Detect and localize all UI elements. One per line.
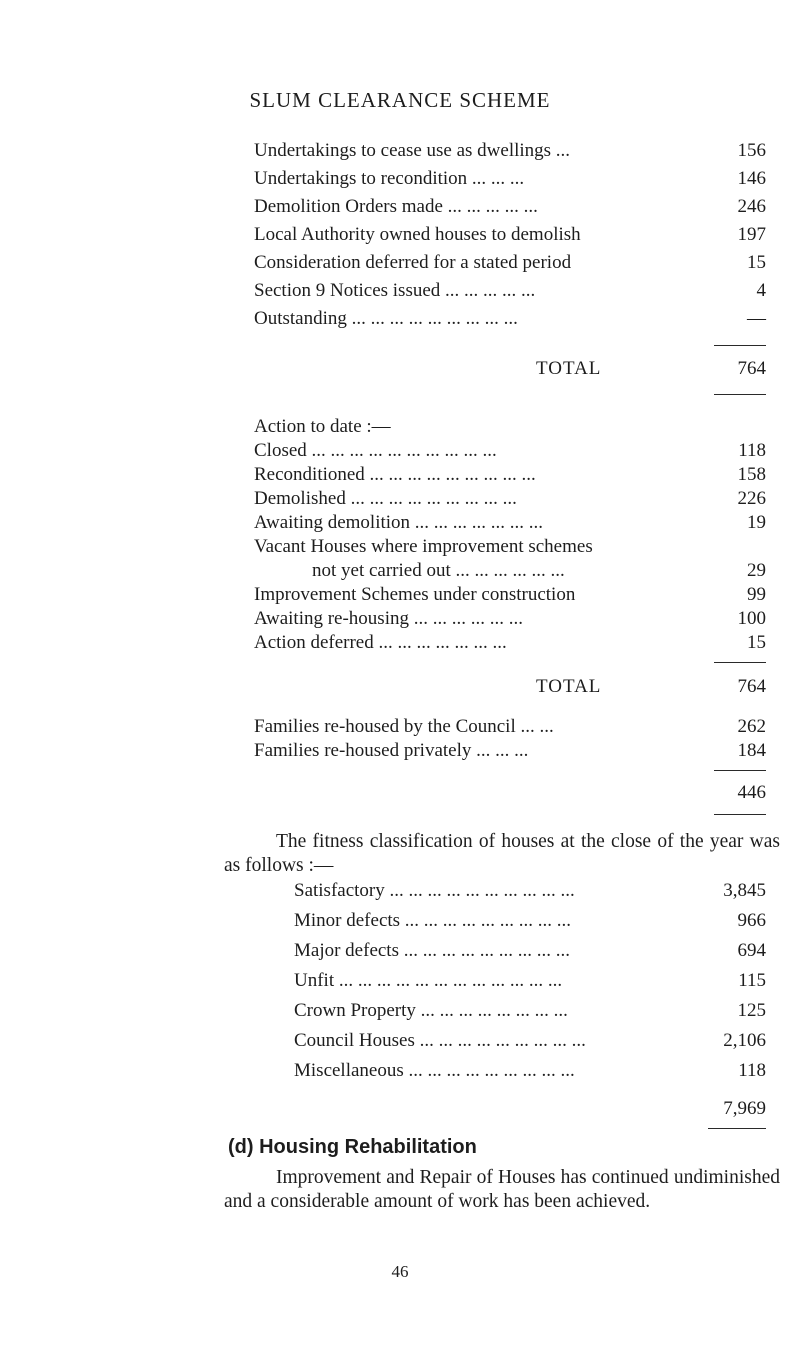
row-label: Section 9 Notices issued ... ... ... ... ...: [254, 280, 536, 301]
total-label: TOTAL: [536, 358, 602, 379]
row-label: Local Authority owned houses to demolish: [254, 224, 581, 245]
row-label: Awaiting demolition ... ... ... ... ... ... ...: [254, 512, 544, 533]
row-label: Closed ... ... ... ... ... ... ... ... ... ...: [254, 440, 497, 461]
table-row: [294, 940, 766, 964]
row-value: 4: [756, 280, 766, 301]
total-rule-top: [714, 345, 766, 346]
table-row: [254, 224, 766, 248]
fitness-intro: The fitness classification of houses at the close of the year was as follows :—: [224, 831, 780, 876]
row-value: 694: [737, 940, 766, 961]
row-label: Unfit ... ... ... ... ... ... ... ... ... ... ... ...: [294, 970, 563, 991]
table-row: [294, 1000, 766, 1024]
row-label: Improvement Schemes under construction: [254, 584, 576, 605]
row-value: 29: [747, 560, 766, 581]
row-value: 966: [737, 910, 766, 931]
total-rule-top: [714, 770, 766, 771]
total-rule-bottom: [714, 394, 766, 395]
table-row: [254, 308, 766, 332]
total-rule-top: [714, 662, 766, 663]
table-row: [254, 280, 766, 304]
table-row: [254, 140, 766, 164]
row-value: 15: [747, 252, 766, 273]
row-value: 125: [737, 1000, 766, 1021]
table-row: [254, 536, 766, 560]
table-row: [254, 440, 766, 464]
row-label: Consideration deferred for a stated period: [254, 252, 572, 273]
row-value: 158: [737, 464, 766, 485]
row-value: 146: [737, 168, 766, 189]
table-row: [254, 464, 766, 488]
row-value: 118: [738, 440, 766, 461]
row-label: Families re-housed by the Council ... ...: [254, 716, 554, 737]
table-row: [254, 560, 766, 584]
table-row: [294, 1060, 766, 1084]
row-label: Demolished ... ... ... ... ... ... ... ... ...: [254, 488, 517, 509]
row-label: Undertakings to recondition ... ... ...: [254, 168, 525, 189]
table-row: [254, 716, 766, 740]
row-label: Miscellaneous ... ... ... ... ... ... ... ... ...: [294, 1060, 575, 1081]
row-value: 246: [737, 196, 766, 217]
table-row: [254, 632, 766, 656]
page-number: 46: [391, 1262, 409, 1281]
row-value: 3,845: [723, 880, 766, 901]
row-label: Reconditioned ... ... ... ... ... ... ... ... ...: [254, 464, 536, 485]
row-label: Outstanding ... ... ... ... ... ... ... ... ...: [254, 308, 518, 329]
total-rule-bottom: [708, 1128, 766, 1129]
total-value: 7,969: [723, 1098, 766, 1119]
table-row: [294, 910, 766, 934]
row-label: Undertakings to cease use as dwellings ...: [254, 140, 571, 161]
row-value: —: [747, 308, 766, 329]
table-row: [254, 252, 766, 276]
table-row: [294, 970, 766, 994]
row-value: 118: [738, 1060, 766, 1081]
row-label: Vacant Houses where improvement schemes: [254, 536, 593, 557]
row-value: 99: [747, 584, 766, 605]
row-value: 100: [737, 608, 766, 629]
total-label: TOTAL: [536, 676, 602, 697]
row-value: 197: [737, 224, 766, 245]
row-value: 226: [737, 488, 766, 509]
total-value: 764: [737, 676, 766, 697]
row-value: 2,106: [723, 1030, 766, 1051]
row-value: 262: [737, 716, 766, 737]
row-value: 15: [747, 632, 766, 653]
row-label: Demolition Orders made ... ... ... ... ...: [254, 196, 538, 217]
table-row: [254, 512, 766, 536]
table-row: [294, 1030, 766, 1054]
table-row: [254, 584, 766, 608]
table-row: [254, 608, 766, 632]
row-label: not yet carried out ... ... ... ... ... ...: [312, 560, 565, 581]
table-row: [254, 196, 766, 220]
row-label: Action deferred ... ... ... ... ... ... ...: [254, 632, 507, 653]
row-label: Minor defects ... ... ... ... ... ... ... ... ...: [294, 910, 572, 931]
section-heading: [254, 416, 766, 440]
row-value: 184: [737, 740, 766, 761]
row-label: Council Houses ... ... ... ... ... ... ... ... ...: [294, 1030, 586, 1051]
row-value: 156: [737, 140, 766, 161]
page-title: SLUM CLEARANCE SCHEME: [249, 88, 551, 112]
row-value: 19: [747, 512, 766, 533]
row-label: Major defects ... ... ... ... ... ... ... ... ...: [294, 940, 570, 961]
row-label: Crown Property ... ... ... ... ... ... ... ...: [294, 1000, 568, 1021]
table-row: [254, 740, 766, 764]
row-label: Satisfactory ... ... ... ... ... ... ... ... ... ...: [294, 880, 575, 901]
rehab-heading: (d) Housing Rehabilitation: [228, 1136, 477, 1158]
total-value: 446: [737, 782, 766, 803]
table-row: [254, 488, 766, 512]
rehab-text: Improvement and Repair of Houses has continued undiminished and a considerable amount of work has been achieved.: [224, 1167, 780, 1212]
row-label: Awaiting re-housing ... ... ... ... ... ...: [254, 608, 523, 629]
total-rule-bottom: [714, 814, 766, 815]
action-heading: Action to date :—: [254, 416, 391, 437]
row-label: Families re-housed privately ... ... ...: [254, 740, 529, 761]
row-value: 115: [738, 970, 766, 991]
total-value: 764: [737, 358, 766, 379]
table-row: [254, 168, 766, 192]
table-row: [294, 880, 766, 904]
